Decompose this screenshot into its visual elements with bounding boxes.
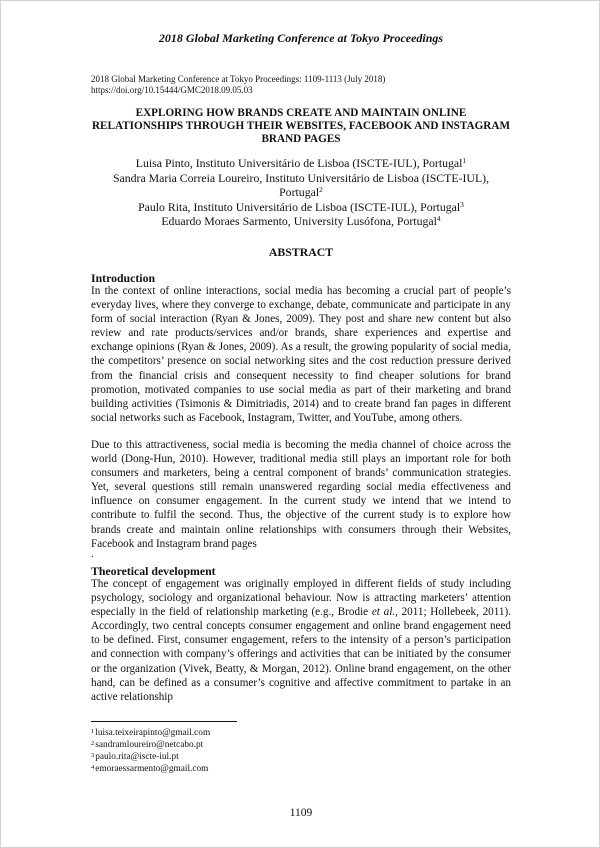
section-heading-introduction: Introduction [91,271,156,285]
author-list [91,156,511,229]
footnote [91,763,391,775]
footnote-rule [91,721,237,722]
footnote [91,727,391,739]
section-heading-theoretical: Theoretical development [91,564,216,578]
author-name: Paulo Rita, Instituto Universitário de Lisboa (ISCTE-IUL), Portugal [138,199,461,214]
introduction-paragraph-2: Due to this attractiveness, social media is becoming the media channel of choice across the world (Dong-Hun, 2010). However, traditional media still plays an important role for both consumers and marketers, being a central component of brands’ communication strategies. Yet, several questions still remain unanswered regarding social media effectiveness and influence on consumer engagement. In the current study we intend that we intend to contribute to fulfil the second. Thus, the objective of the current study is to explore how brands create and maintain online relationships with consumers through their Websites, Facebook and Instagram brand pages [91,439,511,550]
footnote-marker: 4 [91,764,95,771]
footnote-marker: 1 [91,728,95,735]
footnote-marker: 2 [319,185,323,194]
footnote-marker: 1 [462,156,467,165]
author-name: Sandra Maria Correia Loureiro, Instituto Universitário de Lisboa (ISCTE-IUL), Portugal [112,170,490,199]
running-header: 2018 Global Marketing Conference at Tokyo Proceedings [158,31,444,45]
footnote [91,739,391,751]
paper-title: EXPLORING HOW BRANDS CREATE AND MAINTAIN ONLINE RELATIONSHIPS THROUGH THEIR WEBSITES, FACEBOOK AND INSTAGRAM BRAND PAGES [91,107,511,145]
et-al-text: et al. [371,606,396,619]
footnote-marker: 2 [91,740,95,747]
author-entry [91,200,511,215]
page-number: 1109 [289,807,313,819]
footnote [91,751,391,763]
footnote-email: sandramloureiro@netcabo.pt [95,740,204,750]
footnotes [91,727,391,775]
footnote-marker: 3 [91,752,95,759]
author-entry [91,214,511,229]
abstract-heading: ABSTRACT [268,245,334,259]
author-name: Eduardo Moraes Sarmento, University Lusófona, Portugal [161,214,437,228]
author-entry [91,156,511,171]
stray-period: . [91,548,94,560]
author-name: Luisa Pinto, Instituto Universitário de Lisboa (ISCTE-IUL), Portugal [135,156,463,170]
theoretical-paragraph [91,577,511,704]
footnote-email: paulo.rita@iscte-iul.pt [95,752,179,762]
paragraph-text: , 2011; Hollebeek, 2011). Accordingly, two central concepts consumer engagement and online brand engagement need to be defined. First, consumer engagement, refers to the intensity of a person’s participation and connection with company’s offerings and activities that can be initiated by the consumer or the organization (Vivek, Beatty, & Morgan, 2012). Online brand engagement, on the other hand, can be defined as a consumer’s cognitive and affective commitment to partake in an active relationship [91,606,511,703]
author-entry [91,171,511,200]
doi-line: https://doi.org/10.15444/GMC2018.09.05.03 [91,85,253,95]
paragraph-text: The concept of engagement was originally employed in different fields of study including psychology, sociology and organizational behaviour. Now is attracting marketers’ attention especially in the field of relationship marketing (e.g., Brodie [91,578,511,619]
footnote-marker: 3 [460,199,464,209]
introduction-paragraph-1: In the context of online interactions, social media has becoming a crucial part of people’s everyday lives, where they converge to exchange, debate, communicate and participate in any form of social interaction (Ryan & Jones, 2009). They post and share new content but also review and rate products/services and/or brands, share experiences and expertise and exchange opinions (Ryan & Jones, 2009). As a result, the growing popularity of social media, the competitors’ presence on social networking sites and the cost reduction pressure derived from the financial crisis and consequent necessity to find cheaper solutions for brand promotion, motivated companies to use social media as part of their marketing and brand building activities (Tsimonis & Dimitriadis, 2014) and to create brand fan pages in different social networks such as Facebook, Instagram, Twitter, and YouTube, among others. [91,285,511,424]
footnote-email: emoraessarmento@gmail.com [95,764,209,774]
footnote-email: luisa.teixeirapinto@gmail.com [95,728,211,738]
citation-line: 2018 Global Marketing Conference at Tokyo Proceedings: 1109-1113 (July 2018) [91,74,386,84]
citation-block [91,74,511,96]
footnote-marker: 4 [436,214,441,223]
